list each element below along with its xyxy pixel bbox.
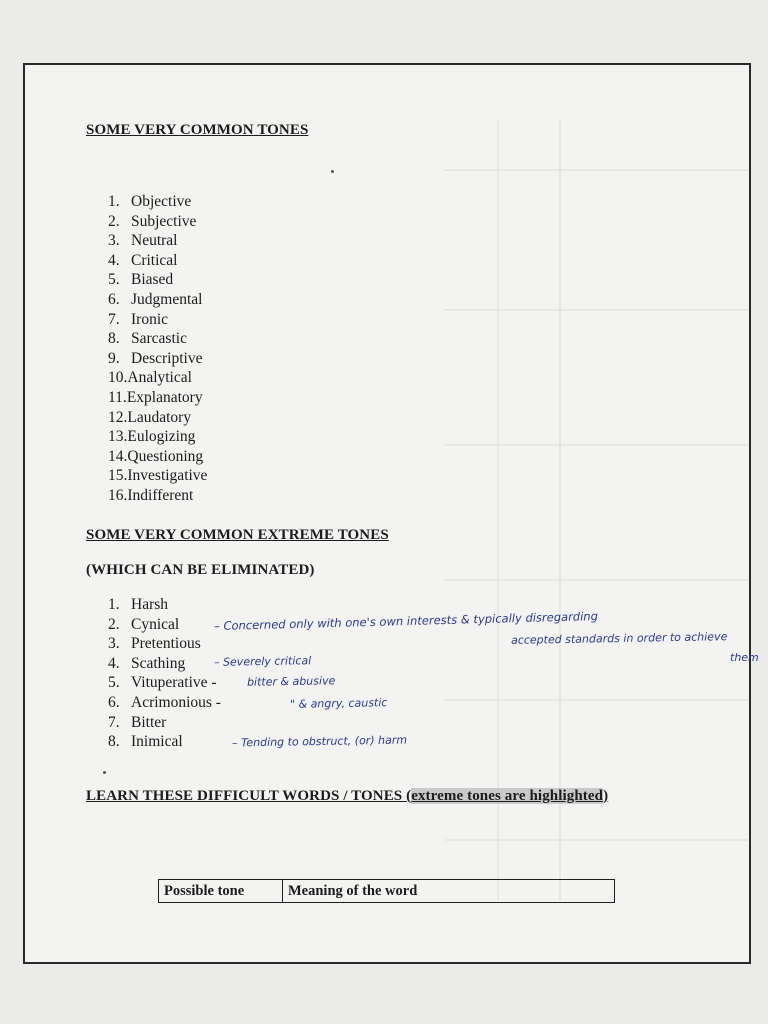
list-item [108,654,221,674]
list-item [108,466,207,486]
list-item [108,673,221,693]
list-item [108,212,207,232]
table-header-row [159,880,615,903]
list-item-text: Subjective [131,212,197,230]
list-item-text: Scathing [131,654,186,672]
list-item-text: Acrimonious - [131,693,221,711]
list-item [108,713,221,733]
tones-table [158,879,615,903]
list-item [108,615,221,635]
handwritten-note-acrimonious: " & angry, caustic [289,696,388,711]
list-item-text: Critical [131,251,178,269]
speck [331,170,334,173]
list-item-text: Objective [131,193,192,210]
list-item [108,329,207,349]
section-heading-extreme-tones: SOME VERY COMMON EXTREME TONES [86,527,389,543]
list-item-text: Neutral [131,232,178,250]
list-item [108,595,221,615]
list-item [108,270,207,290]
list-item [108,732,221,752]
handwritten-note-scathing: – Severely critical [213,654,312,669]
list-item-number: 5. [108,271,120,289]
list-item [108,349,207,369]
list-item-number: 7. [108,713,120,731]
list-item-number: 8. [108,733,120,751]
list-item-text: Biased [131,271,174,289]
list-item [108,693,221,713]
list-item-text: Cynical [131,615,180,633]
list-item-text: Descriptive [131,349,203,367]
list-item [108,192,207,212]
list-item-text: Questioning [127,447,204,465]
handwritten-note-cynical: – Concerned only with one's own interests & typically disregarding [213,608,599,634]
list-item-number: 2. [108,212,120,230]
section-heading-common-tones: SOME VERY COMMON TONES [86,122,309,138]
list-item-number: 1. [108,596,120,613]
list-item [108,310,207,330]
list-item-number: 8. [108,330,120,348]
handwritten-note-vituperative: bitter & abusive [246,674,336,689]
heading-highlighted-part: extreme tones are highlighted [411,788,604,804]
list-item [108,251,207,271]
handwritten-note-cynical-cont: accepted standards in order to achieve [510,630,728,647]
list-item-text: Judgmental [131,290,203,308]
list-item-text: Indifferent [127,486,194,504]
handwritten-note-cynical-end: them [730,651,759,664]
list-item [108,231,207,251]
list-item [108,388,207,408]
list-item-number: 3. [108,232,120,250]
list-item-number: 4. [108,654,120,672]
list-item-text: Eulogizing [127,428,196,446]
list-item-number: 1. [108,193,120,210]
list-item-text: Explanatory [126,388,203,406]
list-item-text: Harsh [131,596,169,613]
table-header-meaning: Meaning of the word [283,880,615,903]
heading-text-part3: ) [603,788,609,804]
list-item-number: 15. [108,467,128,485]
list-item-text: Sarcastic [131,330,187,348]
list-item-text: Investigative [127,467,208,485]
list-item-text: Inimical [131,733,183,751]
list-item-number: 11. [108,388,127,406]
list-item-number: 6. [108,290,120,308]
list-item-number: 3. [108,635,120,653]
section-subheading-eliminated: (WHICH CAN BE ELIMINATED) [86,562,315,578]
section-heading-difficult-words [86,788,608,805]
list-item-number: 10. [108,369,128,387]
list-item-text: Analytical [127,369,192,387]
list-item [108,368,207,388]
list-item-number: 12. [108,408,128,426]
list-item [108,634,221,654]
extreme-tones-list [108,595,221,752]
list-item-text: Bitter [131,713,167,731]
list-item-number: 6. [108,693,120,711]
list-item [108,427,207,447]
speck [103,771,106,774]
list-item [108,408,207,428]
list-item-number: 13. [108,428,128,446]
list-item-number: 4. [108,251,120,269]
list-item-number: 7. [108,310,120,328]
list-item-text: Laudatory [127,408,192,426]
list-item-number: 16. [108,486,128,504]
heading-text-part1: LEARN THESE DIFFICULT WORDS / TONES ( [86,788,412,804]
list-item-number: 2. [108,615,120,633]
list-item-text: Pretentious [131,635,201,653]
list-item-text: Vituperative - [131,674,217,692]
list-item-number: 14. [108,447,128,465]
handwritten-note-inimical: – Tending to obstruct, (or) harm [231,733,408,750]
list-item-text: Ironic [131,310,169,328]
list-item-number: 9. [108,349,120,367]
list-item [108,486,207,506]
common-tones-list [108,192,207,506]
table-header-possible-tone: Possible tone [159,880,283,903]
list-item [108,290,207,310]
list-item-number: 5. [108,674,120,692]
list-item [108,447,207,467]
